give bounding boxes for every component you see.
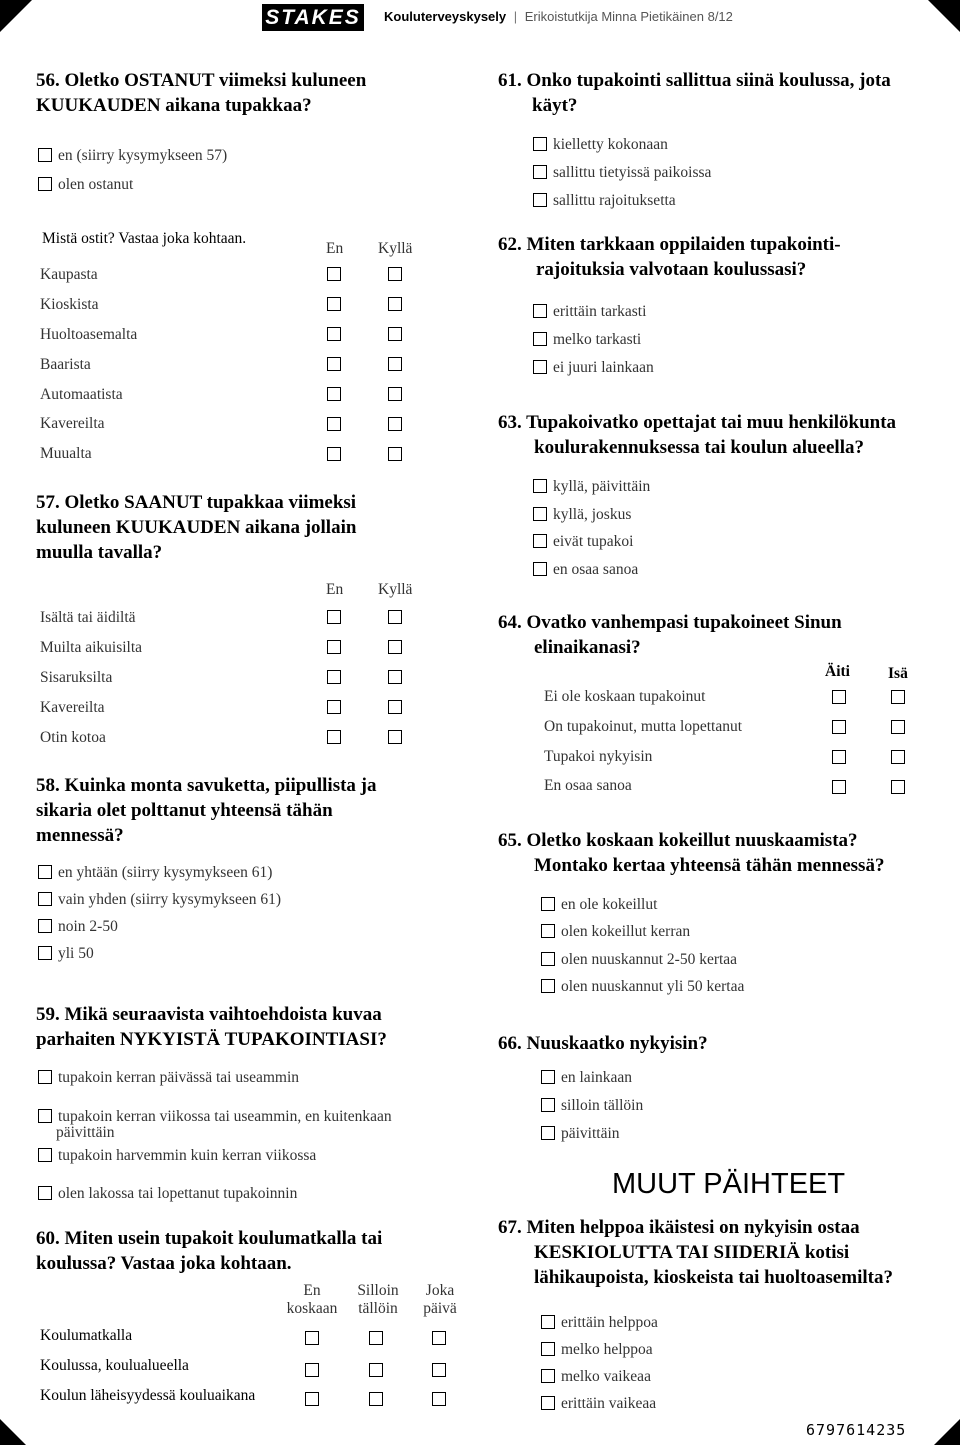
- q64-row-2-mother-checkbox[interactable]: [832, 720, 846, 734]
- q63-option-dont-know[interactable]: en osaa sanoa: [533, 561, 638, 579]
- q67-option-fairly-hard[interactable]: melko vaikeaa: [541, 1368, 651, 1386]
- checkbox[interactable]: [541, 1070, 555, 1084]
- q57-row-4-en-checkbox[interactable]: [327, 700, 341, 714]
- q67-option-fairly-easy[interactable]: melko helppoa: [541, 1341, 653, 1359]
- q56-row-5-kylla-checkbox[interactable]: [388, 387, 402, 401]
- checkbox[interactable]: [533, 479, 547, 493]
- registration-mark-bottom-right: [934, 1419, 960, 1445]
- q56-row-1-en-checkbox[interactable]: [327, 267, 341, 281]
- registration-mark-bottom-left: [0, 1419, 26, 1445]
- checkbox[interactable]: [38, 1070, 52, 1084]
- checkbox[interactable]: [38, 1186, 52, 1200]
- registration-mark-top-right: [928, 0, 960, 32]
- q67-option-very-hard[interactable]: erittäin vaikeaa: [541, 1395, 656, 1413]
- q57-row-3-kylla-checkbox[interactable]: [388, 670, 402, 684]
- q64-row-4-mother-checkbox[interactable]: [832, 780, 846, 794]
- question-59-title: 59. Mikä seuraavista vaihtoehdoista kuvaa parhaiten NYKYISTÄ TUPAKOINTIASI?: [36, 1004, 387, 1050]
- q64-row-2-father-checkbox[interactable]: [891, 720, 905, 734]
- q57-row-4-kylla-checkbox[interactable]: [388, 700, 402, 714]
- q57-row-label: Muilta aikuisilta: [40, 639, 143, 656]
- question-67-title: 67. Miten helppoa ikäistesi on nykyisin ostaa KESKIOLUTTA TAI SIIDERIÄ kotisi lähikaupoista, kioskeista tai huoltoasemilta?: [498, 1217, 893, 1288]
- checkbox[interactable]: [533, 137, 547, 151]
- q59-option-quit[interactable]: olen lakossa tai lopettanut tupakoinnin: [38, 1185, 297, 1203]
- q64-row-label: On tupakoinut, mutta lopettanut: [544, 718, 743, 735]
- question-57-title: 57. Oletko SAANUT tupakkaa viimeksi kuluneen KUUKAUDEN aikana jollain muulla tavalla?: [36, 492, 357, 563]
- q62-option-very-strict[interactable]: erittäin tarkasti: [533, 303, 646, 321]
- checkbox[interactable]: [38, 892, 52, 906]
- header-separator: |: [513, 9, 518, 24]
- q56-row-label: Automaatista: [40, 386, 123, 403]
- q60-row-2-sometimes-checkbox[interactable]: [369, 1363, 383, 1377]
- q60-row-label: Koulumatkalla: [40, 1327, 133, 1344]
- q57-row-5-en-checkbox[interactable]: [327, 730, 341, 744]
- q65-option-over-50[interactable]: olen nuuskannut yli 50 kertaa: [541, 978, 744, 996]
- q56-row-4-kylla-checkbox[interactable]: [388, 357, 402, 371]
- question-58-title: 58. Kuinka monta savuketta, piipullista ja sikaria olet polttanut yhteensä tähän mennessä?: [36, 775, 377, 846]
- registration-mark-top-left: [0, 0, 32, 32]
- q60-row-label: Koulun läheisyydessä kouluaikana: [40, 1387, 256, 1404]
- page-number: 8/12: [707, 9, 733, 24]
- checkbox[interactable]: [533, 332, 547, 346]
- q60-row-1-sometimes-checkbox[interactable]: [369, 1331, 383, 1345]
- checkbox[interactable]: [533, 165, 547, 179]
- checkbox[interactable]: [533, 562, 547, 576]
- q58-option-2-50[interactable]: noin 2-50: [38, 918, 118, 936]
- q57-row-1-kylla-checkbox[interactable]: [388, 610, 402, 624]
- q56-row-6-kylla-checkbox[interactable]: [388, 417, 402, 431]
- q57-row-label: Kavereilta: [40, 699, 105, 716]
- q66-option-not-at-all[interactable]: en lainkaan: [541, 1069, 632, 1087]
- q56-row-7-en-checkbox[interactable]: [327, 447, 341, 461]
- q58-option-one[interactable]: vain yhden (siirry kysymykseen 61): [38, 891, 281, 909]
- q60-row-2-never-checkbox[interactable]: [305, 1363, 319, 1377]
- question-65-title: 65. Oletko koskaan kokeillut nuuskaamista? Montako kertaa yhteensä tähän mennessä?: [498, 830, 885, 876]
- q60-row-1-daily-checkbox[interactable]: [432, 1331, 446, 1345]
- q66-option-sometimes[interactable]: silloin tällöin: [541, 1097, 643, 1115]
- question-61-title: 61. Onko tupakointi sallittua siinä koulussa, jota käyt?: [498, 70, 891, 116]
- checkbox[interactable]: [533, 534, 547, 548]
- q57-column-kylla: Kyllä: [378, 581, 413, 598]
- q57-row-3-en-checkbox[interactable]: [327, 670, 341, 684]
- q60-column-sometimes: Silloin tällöin: [357, 1282, 399, 1317]
- q65-option-2-50[interactable]: olen nuuskannut 2-50 kertaa: [541, 951, 737, 969]
- checkbox[interactable]: [38, 946, 52, 960]
- q56-row-3-kylla-checkbox[interactable]: [388, 327, 402, 341]
- q64-row-label: Ei ole koskaan tupakoinut: [544, 688, 706, 705]
- checkbox[interactable]: [541, 924, 555, 938]
- form-id-code: 6797614235: [806, 1421, 907, 1439]
- q56-grid-instruction: Mistä ostit? Vastaa joka kohtaan.: [42, 230, 247, 247]
- q65-option-once[interactable]: olen kokeillut kerran: [541, 923, 690, 941]
- q64-row-3-father-checkbox[interactable]: [891, 750, 905, 764]
- q64-row-label: En osaa sanoa: [544, 777, 632, 794]
- q56-row-label: Baarista: [40, 356, 91, 373]
- q56-row-label: Kioskista: [40, 296, 99, 313]
- q56-column-en: En: [326, 240, 344, 257]
- checkbox[interactable]: [541, 1342, 555, 1356]
- q57-row-1-en-checkbox[interactable]: [327, 610, 341, 624]
- q62-option-hardly[interactable]: ei juuri lainkaan: [533, 359, 654, 377]
- checkbox[interactable]: [533, 304, 547, 318]
- checkbox[interactable]: [541, 1098, 555, 1112]
- q57-row-2-en-checkbox[interactable]: [327, 640, 341, 654]
- q56-row-6-en-checkbox[interactable]: [327, 417, 341, 431]
- q56-row-label: Muualta: [40, 445, 92, 462]
- q62-option-fairly-strict[interactable]: melko tarkasti: [533, 331, 641, 349]
- q61-option-forbidden[interactable]: kielletty kokonaan: [533, 136, 668, 154]
- checkbox[interactable]: [38, 1148, 52, 1162]
- q64-column-father: Isä: [888, 665, 908, 682]
- q57-row-2-kylla-checkbox[interactable]: [388, 640, 402, 654]
- checkbox[interactable]: [38, 865, 52, 879]
- checkbox[interactable]: [541, 1315, 555, 1329]
- q67-option-very-easy[interactable]: erittäin helppoa: [541, 1314, 658, 1332]
- q56-option-not-bought[interactable]: en (siirry kysymykseen 57): [38, 147, 227, 165]
- checkbox[interactable]: [533, 507, 547, 521]
- q60-row-label: Koulussa, koulualueella: [40, 1357, 189, 1374]
- q56-option-bought[interactable]: olen ostanut: [38, 176, 133, 194]
- question-64-title: 64. Ovatko vanhempasi tupakoineet Sinun elinaikanasi?: [498, 612, 842, 658]
- q60-column-never: En koskaan: [286, 1282, 338, 1317]
- q63-option-sometimes[interactable]: kyllä, joskus: [533, 506, 631, 524]
- q63-option-daily[interactable]: kyllä, päivittäin: [533, 478, 650, 496]
- checkbox[interactable]: [38, 1109, 52, 1123]
- q57-row-label: Otin kotoa: [40, 729, 106, 746]
- checkbox[interactable]: [38, 177, 52, 191]
- q66-option-daily[interactable]: päivittäin: [541, 1125, 620, 1143]
- q64-column-mother: Äiti: [825, 663, 850, 680]
- q56-row-label: Huoltoasemalta: [40, 326, 138, 343]
- question-66-title: 66. Nuuskaatko nykyisin?: [498, 1033, 708, 1054]
- q60-row-1-never-checkbox[interactable]: [305, 1331, 319, 1345]
- checkbox[interactable]: [533, 193, 547, 207]
- q61-option-unrestricted[interactable]: sallittu rajoituksetta: [533, 192, 676, 210]
- q56-row-2-en-checkbox[interactable]: [327, 297, 341, 311]
- q56-row-label: Kaupasta: [40, 266, 98, 283]
- q57-row-5-kylla-checkbox[interactable]: [388, 730, 402, 744]
- q64-row-1-father-checkbox[interactable]: [891, 690, 905, 704]
- q57-column-en: En: [326, 581, 344, 598]
- checkbox[interactable]: [541, 952, 555, 966]
- q60-row-3-never-checkbox[interactable]: [305, 1392, 319, 1406]
- q61-option-certain-places[interactable]: sallittu tietyissä paikoissa: [533, 164, 711, 182]
- q56-row-label: Kavereilta: [40, 415, 105, 432]
- q64-row-4-father-checkbox[interactable]: [891, 780, 905, 794]
- checkbox[interactable]: [541, 1396, 555, 1410]
- checkbox[interactable]: [533, 360, 547, 374]
- q64-row-label: Tupakoi nykyisin: [544, 748, 653, 765]
- q56-row-5-en-checkbox[interactable]: [327, 387, 341, 401]
- checkbox[interactable]: [541, 1126, 555, 1140]
- q64-row-1-mother-checkbox[interactable]: [832, 690, 846, 704]
- q56-row-3-en-checkbox[interactable]: [327, 327, 341, 341]
- q60-row-3-sometimes-checkbox[interactable]: [369, 1392, 383, 1406]
- q65-option-never[interactable]: en ole kokeillut: [541, 896, 657, 914]
- question-60-title: 60. Miten usein tupakoit koulumatkalla tai koulussa? Vastaa joka kohtaan.: [36, 1228, 383, 1274]
- q56-row-7-kylla-checkbox[interactable]: [388, 447, 402, 461]
- stakes-logo: STAKES: [262, 4, 364, 31]
- section-title-other-substances: MUUT PÄIHTEET: [612, 1168, 846, 1200]
- checkbox[interactable]: [541, 897, 555, 911]
- q56-column-kylla: Kyllä: [378, 240, 413, 257]
- q58-option-none[interactable]: en yhtään (siirry kysymykseen 61): [38, 864, 272, 882]
- q56-row-4-en-checkbox[interactable]: [327, 357, 341, 371]
- q60-row-2-daily-checkbox[interactable]: [432, 1363, 446, 1377]
- q56-row-2-kylla-checkbox[interactable]: [388, 297, 402, 311]
- page-header: [384, 9, 733, 24]
- q56-row-1-kylla-checkbox[interactable]: [388, 267, 402, 281]
- q60-column-daily: Joka päivä: [423, 1282, 457, 1317]
- q64-row-3-mother-checkbox[interactable]: [832, 750, 846, 764]
- question-62-title: 62. Miten tarkkaan oppilaiden tupakointi- rajoituksia valvotaan koulussasi?: [498, 234, 841, 280]
- q58-option-over-50[interactable]: yli 50: [38, 945, 94, 963]
- q59-option-weekly[interactable]: tupakoin kerran viikossa tai useammin, en kuitenkaan päivittäin: [38, 1109, 392, 1141]
- q59-option-daily[interactable]: tupakoin kerran päivässä tai useammin: [38, 1069, 299, 1087]
- question-63-title: 63. Tupakoivatko opettajat tai muu henkilökunta koulurakennuksessa tai koulun alueella?: [498, 412, 897, 458]
- q59-option-less-than-weekly[interactable]: tupakoin harvemmin kuin kerran viikossa: [38, 1147, 316, 1165]
- checkbox[interactable]: [541, 1369, 555, 1383]
- q60-row-3-daily-checkbox[interactable]: [432, 1392, 446, 1406]
- checkbox[interactable]: [541, 979, 555, 993]
- checkbox[interactable]: [38, 919, 52, 933]
- checkbox[interactable]: [38, 148, 52, 162]
- question-56-title: 56. Oletko OSTANUT viimeksi kuluneen KUUKAUDEN aikana tupakkaa?: [36, 70, 367, 116]
- q57-row-label: Sisaruksilta: [40, 669, 113, 686]
- q57-row-label: Isältä tai äidiltä: [40, 609, 136, 626]
- q63-option-no[interactable]: eivät tupakoi: [533, 533, 634, 551]
- survey-name: Kouluterveyskysely: [384, 9, 507, 24]
- researcher-name: Erikoistutkija Minna Pietikäinen: [524, 9, 704, 24]
